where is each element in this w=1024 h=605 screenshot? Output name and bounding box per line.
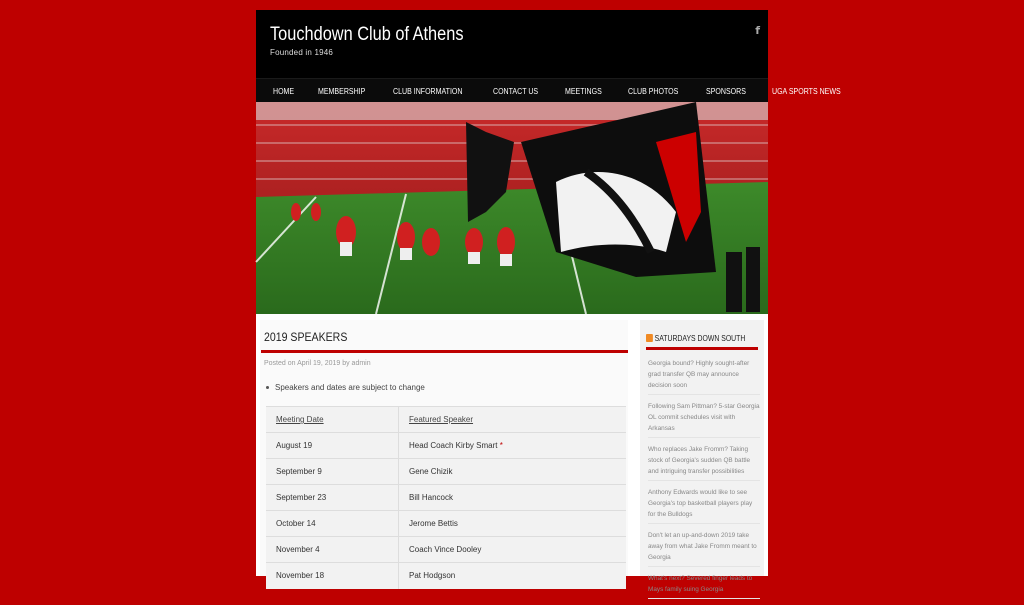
site-title[interactable]: Touchdown Club of Athens [270, 24, 464, 45]
main-article [260, 320, 628, 581]
post-meta[interactable]: Posted on April 19, 2019 by admin [264, 360, 371, 367]
nav-item-contact-us[interactable]: CONTACT US [492, 86, 538, 96]
news-link[interactable]: Don't let an up-and-down 2019 take away from what Jake Fromm meant to Georgia [648, 530, 760, 567]
sidebar [640, 320, 764, 593]
meeting-date: November 18 [266, 563, 398, 589]
page-wrapper [256, 10, 842, 593]
speakers-table [266, 406, 626, 589]
nav-item-club-information[interactable]: CLUB INFORMATION [392, 86, 463, 96]
bullet-icon [266, 386, 269, 389]
sidebar-news-list [648, 358, 760, 605]
meeting-date: September 9 [266, 459, 398, 485]
header-banner-image [256, 102, 768, 314]
title-divider [261, 350, 628, 353]
table-header-date: Meeting Date [266, 407, 398, 433]
news-link[interactable]: Following Sam Pittman? 5-star Georgia OL commit schedules visit with Arkansas [648, 401, 760, 438]
meeting-date: October 14 [266, 511, 398, 537]
meeting-date: November 4 [266, 537, 398, 563]
featured-speaker: Coach Vince Dooley [398, 537, 626, 563]
nav-item-club-photos[interactable]: CLUB PHOTOS [627, 86, 679, 96]
featured-speaker [398, 433, 626, 459]
facebook-icon[interactable]: f [755, 24, 760, 37]
stadium-photo [256, 102, 768, 314]
table-row [266, 433, 626, 459]
rss-icon[interactable] [646, 334, 653, 342]
content-area [256, 314, 768, 593]
featured-speaker: Bill Hancock [398, 485, 626, 511]
featured-speaker: Pat Hodgson [398, 563, 626, 589]
sidebar-widget-title[interactable] [646, 334, 745, 343]
post-title[interactable]: 2019 SPEAKERS [264, 330, 348, 344]
sidebar-divider [646, 347, 758, 350]
news-link[interactable]: Anthony Edwards would like to see Georgia's top basketball players play for the Bulldogs [648, 487, 760, 524]
post-bullet-item [266, 383, 425, 392]
nav-item-sponsors[interactable]: SPONSORS [706, 86, 746, 96]
meeting-date: August 19 [266, 433, 398, 459]
nav-item-home[interactable]: HOME [273, 86, 295, 96]
site-description: Founded in 1946 [270, 48, 334, 57]
table-header-speaker: Featured Speaker [398, 407, 626, 433]
news-link[interactable]: Who replaces Jake Fromm? Taking stock of Georgia's sudden QB battle and intriguing transfer possibilities [648, 444, 760, 481]
news-link[interactable]: What's next? Severed finger leads to Mays family suing Georgia [648, 573, 760, 599]
meeting-date: September 23 [266, 485, 398, 511]
featured-speaker: Gene Chizik [398, 459, 626, 485]
table-row [266, 563, 626, 589]
table-header-row [266, 407, 626, 433]
site-header [256, 10, 768, 78]
nav-item-uga-sports-news[interactable]: UGA SPORTS NEWS [772, 86, 842, 96]
table-row [266, 485, 626, 511]
bullet-text: Speakers and dates are subject to change [275, 383, 425, 392]
nav-item-meetings[interactable]: MEETINGS [565, 86, 602, 96]
featured-speaker: Jerome Bettis [398, 511, 626, 537]
sidebar-title-text[interactable]: SATURDAYS DOWN SOUTH [654, 334, 746, 343]
news-link[interactable]: Georgia bound? Highly sought-after grad transfer QB may announce decision soon [648, 358, 760, 395]
main-navigation [256, 78, 842, 102]
table-row [266, 537, 626, 563]
table-row [266, 511, 626, 537]
table-row [266, 459, 626, 485]
speaker-name: Head Coach Kirby Smart [408, 441, 498, 450]
asterisk-mark: * [499, 441, 503, 450]
nav-item-membership[interactable]: MEMBERSHIP [318, 86, 366, 96]
